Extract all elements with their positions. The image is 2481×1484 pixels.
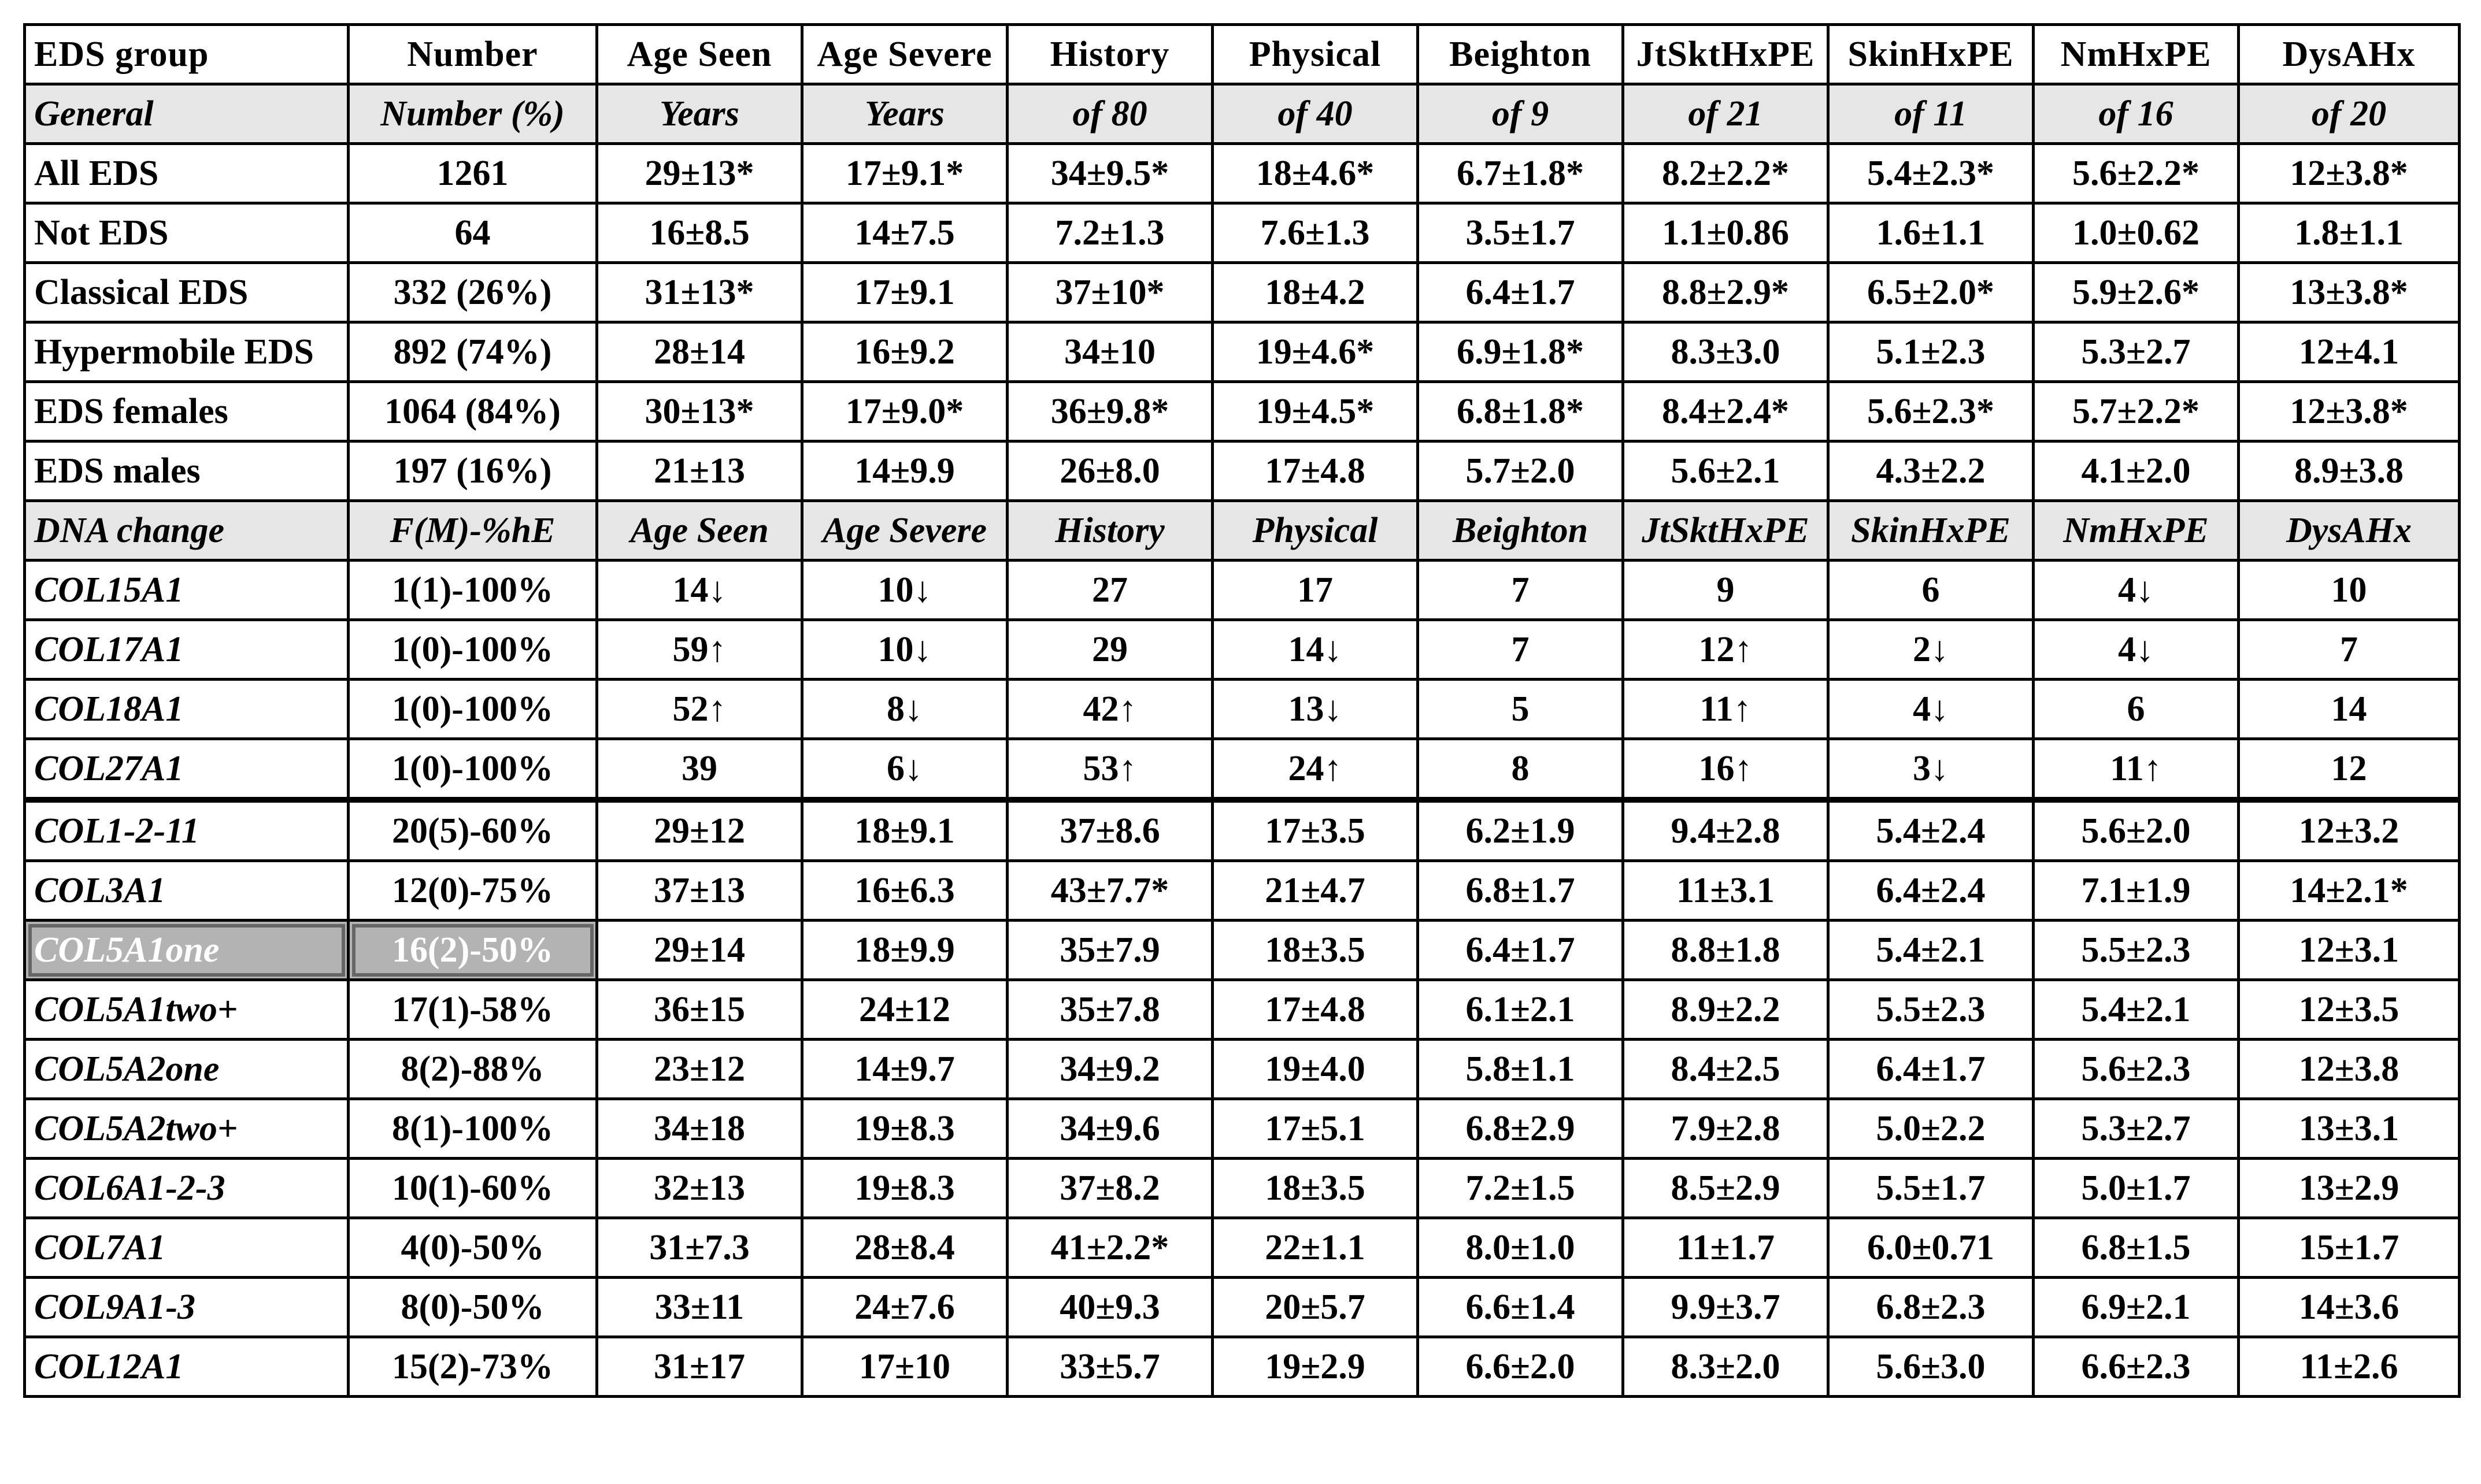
table-cell: 8.9±3.8 — [2239, 442, 2460, 501]
table-cell: 19±4.5* — [1213, 382, 1418, 442]
table-cell: 8.5±2.9 — [1623, 1159, 1828, 1218]
row-label-cell: COL6A1-2-3 — [25, 1159, 349, 1218]
table-cell: 14 — [2239, 680, 2460, 739]
table-cell: 11±1.7 — [1623, 1218, 1828, 1278]
row-label-cell: COL27A1 — [25, 739, 349, 800]
table-cell: 24↑ — [1213, 739, 1418, 800]
table-cell: 18±9.9 — [802, 921, 1008, 980]
table-cell: of 11 — [1828, 84, 2034, 144]
table-cell: 34±9.6 — [1008, 1099, 1213, 1159]
row-label-cell: COL15A1 — [25, 561, 349, 620]
table-cell: 12±3.5 — [2239, 980, 2460, 1040]
table-cell: 24±12 — [802, 980, 1008, 1040]
table-cell: 34±18 — [597, 1099, 802, 1159]
table-cell: 5.6±2.0 — [2034, 800, 2239, 861]
table-cell: 35±7.9 — [1008, 921, 1213, 980]
table-cell: of 80 — [1008, 84, 1213, 144]
table-cell: 14±9.7 — [802, 1040, 1008, 1099]
table-cell: 41±2.2* — [1008, 1218, 1213, 1278]
table-cell: 6.6±2.3 — [2034, 1337, 2239, 1397]
row-label-cell: Hypermobile EDS — [25, 322, 349, 382]
table-cell: 9 — [1623, 561, 1828, 620]
table-cell: 10↓ — [802, 620, 1008, 680]
table-cell: 8.4±2.4* — [1623, 382, 1828, 442]
table-cell: 28±14 — [597, 322, 802, 382]
table-cell: 4↓ — [2034, 620, 2239, 680]
table-row — [25, 921, 2460, 980]
table-cell: 17±4.8 — [1213, 442, 1418, 501]
table-cell: 31±13* — [597, 263, 802, 322]
table-cell: 5 — [1418, 680, 1623, 739]
table-cell: 18±4.2 — [1213, 263, 1418, 322]
table-cell: SkinHxPE — [1828, 501, 2034, 561]
table-cell: Age Severe — [802, 25, 1008, 84]
row-label-cell: COL18A1 — [25, 680, 349, 739]
table-cell: 8(2)-88% — [349, 1040, 597, 1099]
table-cell: Years — [597, 84, 802, 144]
table-cell: 10 — [2239, 561, 2460, 620]
table-cell: 16↑ — [1623, 739, 1828, 800]
table-cell: 5.7±2.2* — [2034, 382, 2239, 442]
table-cell: 36±15 — [597, 980, 802, 1040]
table-cell: 11±3.1 — [1623, 861, 1828, 921]
table-row — [25, 1040, 2460, 1099]
table-cell: 53↑ — [1008, 739, 1213, 800]
table-row — [25, 322, 2460, 382]
table-cell: 10(1)-60% — [349, 1159, 597, 1218]
table-cell: JtSktHxPE — [1623, 501, 1828, 561]
table-cell: of 40 — [1213, 84, 1418, 144]
table-cell: 5.0±1.7 — [2034, 1159, 2239, 1218]
table-cell: SkinHxPE — [1828, 25, 2034, 84]
table-body — [25, 25, 2460, 1397]
table-cell: 6.4±1.7 — [1418, 921, 1623, 980]
table-cell: 12±3.8* — [2239, 144, 2460, 203]
table-row — [25, 263, 2460, 322]
table-cell: 37±10* — [1008, 263, 1213, 322]
table-cell: DysAHx — [2239, 25, 2460, 84]
general-subheader-row — [25, 84, 2460, 144]
row-label-cell: EDS group — [25, 25, 349, 84]
table-cell: 6 — [2034, 680, 2239, 739]
table-cell: Age Seen — [597, 501, 802, 561]
table-cell: 6.6±2.0 — [1418, 1337, 1623, 1397]
table-cell: 5.3±2.7 — [2034, 1099, 2239, 1159]
table-cell: 29 — [1008, 620, 1213, 680]
table-cell: 12±3.2 — [2239, 800, 2460, 861]
table-cell: 17±4.8 — [1213, 980, 1418, 1040]
table-cell: 36±9.8* — [1008, 382, 1213, 442]
row-label-cell: COL12A1 — [25, 1337, 349, 1397]
table-cell: 52↑ — [597, 680, 802, 739]
table-cell: 4(0)-50% — [349, 1218, 597, 1278]
table-cell: JtSktHxPE — [1623, 25, 1828, 84]
table-cell: 14±9.9 — [802, 442, 1008, 501]
row-label-cell: COL5A1one — [25, 921, 349, 980]
table-cell: 1261 — [349, 144, 597, 203]
table-cell: 4↓ — [2034, 561, 2239, 620]
row-label-cell: COL5A2two+ — [25, 1099, 349, 1159]
table-cell: 6.8±1.7 — [1418, 861, 1623, 921]
table-cell: 59↑ — [597, 620, 802, 680]
table-cell: Physical — [1213, 501, 1418, 561]
table-cell: 12(0)-75% — [349, 861, 597, 921]
table-cell: 21±4.7 — [1213, 861, 1418, 921]
table-cell: 18±4.6* — [1213, 144, 1418, 203]
table-cell: 8.8±2.9* — [1623, 263, 1828, 322]
table-cell: 20±5.7 — [1213, 1278, 1418, 1337]
table-cell: 29±12 — [597, 800, 802, 861]
table-cell: 7.1±1.9 — [2034, 861, 2239, 921]
table-cell: 6.8±1.5 — [2034, 1218, 2239, 1278]
row-label-cell: COL7A1 — [25, 1218, 349, 1278]
table-cell: 5.5±2.3 — [2034, 921, 2239, 980]
table-cell: 1(0)-100% — [349, 680, 597, 739]
row-label-cell: EDS males — [25, 442, 349, 501]
table-cell: 6.4±2.4 — [1828, 861, 2034, 921]
table-cell: 19±4.6* — [1213, 322, 1418, 382]
table-cell: 17±9.1 — [802, 263, 1008, 322]
table-cell: 8.3±2.0 — [1623, 1337, 1828, 1397]
table-cell: of 16 — [2034, 84, 2239, 144]
table-cell: 2↓ — [1828, 620, 2034, 680]
table-cell: 7.6±1.3 — [1213, 203, 1418, 263]
table-cell: 19±8.3 — [802, 1159, 1008, 1218]
table-cell: 16(2)-50% — [349, 921, 597, 980]
table-cell: 3.5±1.7 — [1418, 203, 1623, 263]
table-cell: 19±8.3 — [802, 1099, 1008, 1159]
table-cell: 15(2)-73% — [349, 1337, 597, 1397]
table-cell: 5.6±2.3 — [2034, 1040, 2239, 1099]
table-row — [25, 144, 2460, 203]
row-label-cell: COL5A1two+ — [25, 980, 349, 1040]
table-row — [25, 861, 2460, 921]
row-label-cell: COL17A1 — [25, 620, 349, 680]
table-cell: 22±1.1 — [1213, 1218, 1418, 1278]
table-row — [25, 561, 2460, 620]
row-label-cell: Classical EDS — [25, 263, 349, 322]
table-cell: 17±10 — [802, 1337, 1008, 1397]
row-label-cell: DNA change — [25, 501, 349, 561]
table-cell: 13±2.9 — [2239, 1159, 2460, 1218]
table-cell: 5.6±2.2* — [2034, 144, 2239, 203]
table-cell: 7.2±1.5 — [1418, 1159, 1623, 1218]
table-cell: 7 — [1418, 620, 1623, 680]
table-cell: 32±13 — [597, 1159, 802, 1218]
table-cell: Beighton — [1418, 25, 1623, 84]
row-label-cell: COL5A2one — [25, 1040, 349, 1099]
table-cell: 6 — [1828, 561, 2034, 620]
table-cell: 5.5±1.7 — [1828, 1159, 2034, 1218]
table-cell: 3↓ — [1828, 739, 2034, 800]
table-cell: 14±2.1* — [2239, 861, 2460, 921]
table-row — [25, 620, 2460, 680]
table-row — [25, 739, 2460, 800]
table-cell: 34±10 — [1008, 322, 1213, 382]
table-cell: 12↑ — [1623, 620, 1828, 680]
table-cell: 12±3.1 — [2239, 921, 2460, 980]
table-cell: 6.2±1.9 — [1418, 800, 1623, 861]
table-cell: Physical — [1213, 25, 1418, 84]
table-cell: 35±7.8 — [1008, 980, 1213, 1040]
table-cell: 5.0±2.2 — [1828, 1099, 2034, 1159]
row-label-cell: EDS females — [25, 382, 349, 442]
table-cell: 24±7.6 — [802, 1278, 1008, 1337]
table-cell: 26±8.0 — [1008, 442, 1213, 501]
table-cell: 8.2±2.2* — [1623, 144, 1828, 203]
table-row — [25, 1278, 2460, 1337]
table-cell: 16±9.2 — [802, 322, 1008, 382]
table-row — [25, 1159, 2460, 1218]
column-header-row — [25, 25, 2460, 84]
table-cell: 5.6±3.0 — [1828, 1337, 2034, 1397]
table-cell: 13↓ — [1213, 680, 1418, 739]
table-cell: 11↑ — [2034, 739, 2239, 800]
table-cell: 4↓ — [1828, 680, 2034, 739]
table-cell: 5.4±2.4 — [1828, 800, 2034, 861]
table-cell: 31±17 — [597, 1337, 802, 1397]
table-cell: 27 — [1008, 561, 1213, 620]
dna-subheader-row — [25, 501, 2460, 561]
table-cell: 18±3.5 — [1213, 1159, 1418, 1218]
table-cell: 10↓ — [802, 561, 1008, 620]
table-cell: 31±7.3 — [597, 1218, 802, 1278]
row-label-cell: All EDS — [25, 144, 349, 203]
table-cell: 14±7.5 — [802, 203, 1008, 263]
table-cell: 12 — [2239, 739, 2460, 800]
table-row — [25, 203, 2460, 263]
table-cell: 29±13* — [597, 144, 802, 203]
table-cell: 5.5±2.3 — [1828, 980, 2034, 1040]
table-cell: 6.4±1.7 — [1828, 1040, 2034, 1099]
table-cell: 21±13 — [597, 442, 802, 501]
table-cell: 1.8±1.1 — [2239, 203, 2460, 263]
table-cell: 34±9.5* — [1008, 144, 1213, 203]
table-cell: 8.8±1.8 — [1623, 921, 1828, 980]
table-cell: 19±2.9 — [1213, 1337, 1418, 1397]
row-label-cell: COL3A1 — [25, 861, 349, 921]
table-cell: NmHxPE — [2034, 25, 2239, 84]
table-cell: 8.0±1.0 — [1418, 1218, 1623, 1278]
table-cell: 6.7±1.8* — [1418, 144, 1623, 203]
table-cell: 64 — [349, 203, 597, 263]
table-cell: 892 (74%) — [349, 322, 597, 382]
row-label-cell: Not EDS — [25, 203, 349, 263]
table-cell: 17±9.0* — [802, 382, 1008, 442]
table-cell: 18±3.5 — [1213, 921, 1418, 980]
table-cell: 19±4.0 — [1213, 1040, 1418, 1099]
table-cell: of 21 — [1623, 84, 1828, 144]
table-cell: 15±1.7 — [2239, 1218, 2460, 1278]
table-cell: 33±11 — [597, 1278, 802, 1337]
table-cell: Number (%) — [349, 84, 597, 144]
table-cell: 1064 (84%) — [349, 382, 597, 442]
table-cell: 5.6±2.1 — [1623, 442, 1828, 501]
table-cell: 42↑ — [1008, 680, 1213, 739]
table-cell: 1(0)-100% — [349, 739, 597, 800]
table-cell: Age Seen — [597, 25, 802, 84]
table-cell: 332 (26%) — [349, 263, 597, 322]
table-cell: 9.4±2.8 — [1623, 800, 1828, 861]
row-label-cell: COL1-2-11 — [25, 800, 349, 861]
table-cell: 43±7.7* — [1008, 861, 1213, 921]
table-cell: 5.4±2.1 — [2034, 980, 2239, 1040]
table-cell: 6.8±1.8* — [1418, 382, 1623, 442]
table-row — [25, 442, 2460, 501]
table-cell: 1.0±0.62 — [2034, 203, 2239, 263]
table-cell: 37±13 — [597, 861, 802, 921]
table-cell: 28±8.4 — [802, 1218, 1008, 1278]
table-cell: 12±4.1 — [2239, 322, 2460, 382]
table-cell: 29±14 — [597, 921, 802, 980]
table-row — [25, 1218, 2460, 1278]
table-cell: History — [1008, 25, 1213, 84]
table-cell: 17(1)-58% — [349, 980, 597, 1040]
table-cell: 6↓ — [802, 739, 1008, 800]
table-cell: Number — [349, 25, 597, 84]
table-cell: 11±2.6 — [2239, 1337, 2460, 1397]
table-cell: 7 — [1418, 561, 1623, 620]
table-cell: 8 — [1418, 739, 1623, 800]
table-cell: DysAHx — [2239, 501, 2460, 561]
table-cell: 33±5.7 — [1008, 1337, 1213, 1397]
table-cell: Age Severe — [802, 501, 1008, 561]
table-cell: 5.4±2.1 — [1828, 921, 2034, 980]
document-page — [23, 23, 2458, 1461]
table-cell: Beighton — [1418, 501, 1623, 561]
table-cell: 8↓ — [802, 680, 1008, 739]
table-cell: 6.4±1.7 — [1418, 263, 1623, 322]
table-cell: 5.4±2.3* — [1828, 144, 2034, 203]
table-row — [25, 680, 2460, 739]
row-label-cell: General — [25, 84, 349, 144]
table-cell: 4.3±2.2 — [1828, 442, 2034, 501]
table-cell: 16±6.3 — [802, 861, 1008, 921]
table-cell: 6.8±2.9 — [1418, 1099, 1623, 1159]
table-cell: 9.9±3.7 — [1623, 1278, 1828, 1337]
table-cell: 13±3.1 — [2239, 1099, 2460, 1159]
table-cell: 7.9±2.8 — [1623, 1099, 1828, 1159]
table-cell: 5.9±2.6* — [2034, 263, 2239, 322]
table-cell: 37±8.6 — [1008, 800, 1213, 861]
table-cell: NmHxPE — [2034, 501, 2239, 561]
table-cell: 8(1)-100% — [349, 1099, 597, 1159]
table-cell: 1.6±1.1 — [1828, 203, 2034, 263]
table-cell: 13±3.8* — [2239, 263, 2460, 322]
table-cell: 17±9.1* — [802, 144, 1008, 203]
table-cell: 12±3.8 — [2239, 1040, 2460, 1099]
table-cell: 6.8±2.3 — [1828, 1278, 2034, 1337]
table-cell: F(M)-%hE — [349, 501, 597, 561]
table-cell: 30±13* — [597, 382, 802, 442]
table-row — [25, 980, 2460, 1040]
table-cell: 40±9.3 — [1008, 1278, 1213, 1337]
table-cell: 1.1±0.86 — [1623, 203, 1828, 263]
table-cell: 8.3±3.0 — [1623, 322, 1828, 382]
table-cell: 18±9.1 — [802, 800, 1008, 861]
eds-data-table — [23, 23, 2461, 1398]
table-cell: 5.8±1.1 — [1418, 1040, 1623, 1099]
table-cell: 7 — [2239, 620, 2460, 680]
table-cell: 6.6±1.4 — [1418, 1278, 1623, 1337]
table-cell: 6.9±2.1 — [2034, 1278, 2239, 1337]
table-cell: 6.1±2.1 — [1418, 980, 1623, 1040]
table-cell: 7.2±1.3 — [1008, 203, 1213, 263]
table-cell: of 20 — [2239, 84, 2460, 144]
table-row — [25, 1337, 2460, 1397]
table-cell: 14↓ — [597, 561, 802, 620]
table-cell: 4.1±2.0 — [2034, 442, 2239, 501]
table-cell: 8(0)-50% — [349, 1278, 597, 1337]
table-cell: 197 (16%) — [349, 442, 597, 501]
table-cell: 12±3.8* — [2239, 382, 2460, 442]
table-cell: 37±8.2 — [1008, 1159, 1213, 1218]
row-label-cell: COL9A1-3 — [25, 1278, 349, 1337]
table-cell: 6.9±1.8* — [1418, 322, 1623, 382]
table-cell: 1(0)-100% — [349, 620, 597, 680]
table-cell: 8.9±2.2 — [1623, 980, 1828, 1040]
table-cell: 5.3±2.7 — [2034, 322, 2239, 382]
table-cell: History — [1008, 501, 1213, 561]
table-cell: 39 — [597, 739, 802, 800]
table-row — [25, 1099, 2460, 1159]
table-cell: of 9 — [1418, 84, 1623, 144]
table-row — [25, 382, 2460, 442]
table-row — [25, 800, 2460, 861]
table-cell: 5.7±2.0 — [1418, 442, 1623, 501]
table-cell: 17±5.1 — [1213, 1099, 1418, 1159]
table-cell: 6.0±0.71 — [1828, 1218, 2034, 1278]
table-cell: 5.1±2.3 — [1828, 322, 2034, 382]
table-cell: Years — [802, 84, 1008, 144]
table-cell: 14↓ — [1213, 620, 1418, 680]
table-cell: 14±3.6 — [2239, 1278, 2460, 1337]
table-cell: 17 — [1213, 561, 1418, 620]
table-cell: 1(1)-100% — [349, 561, 597, 620]
table-cell: 11↑ — [1623, 680, 1828, 739]
table-cell: 5.6±2.3* — [1828, 382, 2034, 442]
table-cell: 34±9.2 — [1008, 1040, 1213, 1099]
table-cell: 17±3.5 — [1213, 800, 1418, 861]
table-cell: 20(5)-60% — [349, 800, 597, 861]
table-cell: 8.4±2.5 — [1623, 1040, 1828, 1099]
table-cell: 16±8.5 — [597, 203, 802, 263]
table-cell: 23±12 — [597, 1040, 802, 1099]
table-cell: 6.5±2.0* — [1828, 263, 2034, 322]
